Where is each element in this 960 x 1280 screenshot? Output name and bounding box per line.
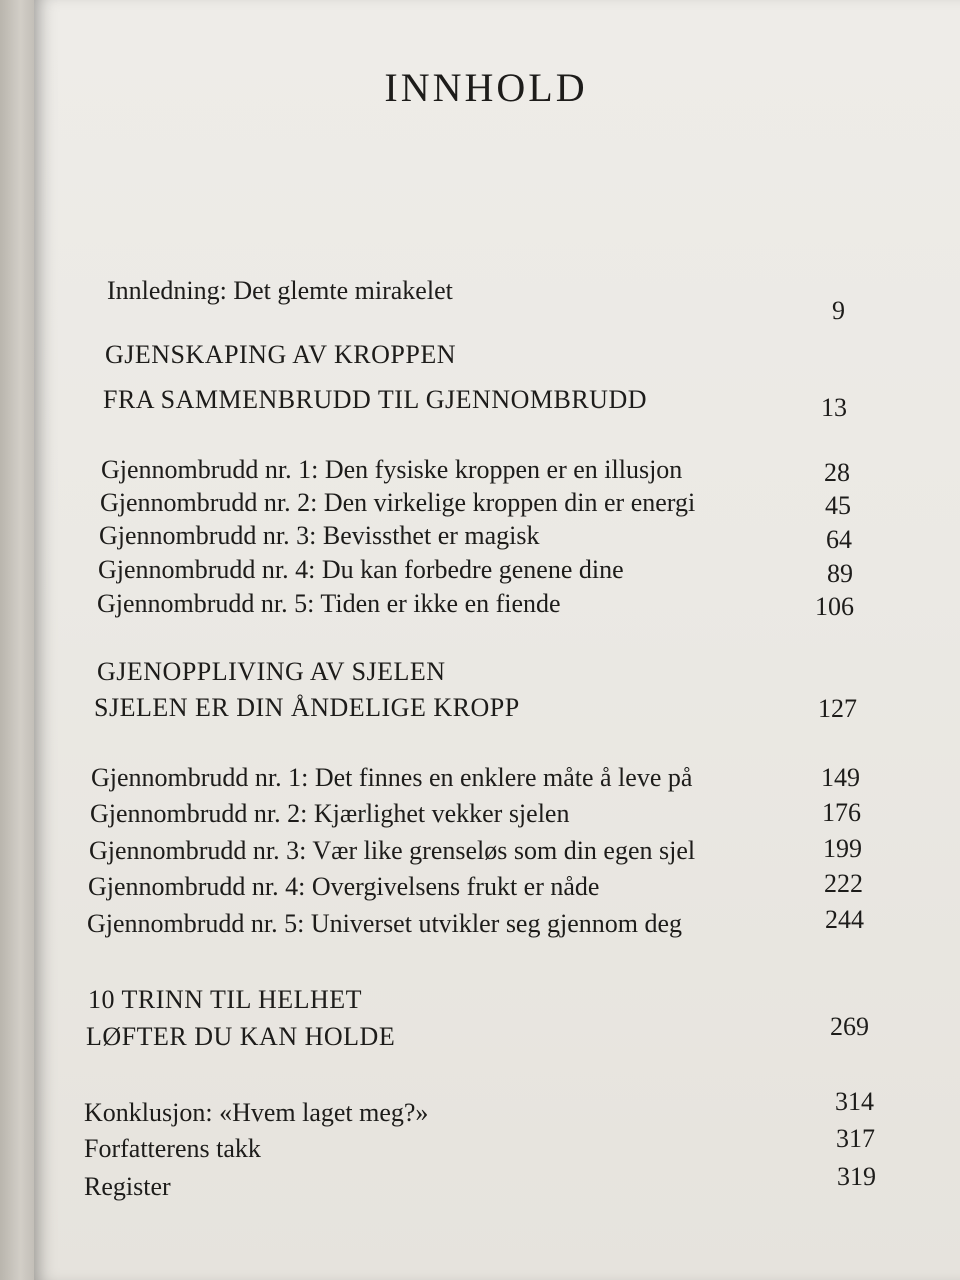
toc-entry: Gjennombrudd nr. 2: Kjærlighet vekker sjelen: [90, 799, 570, 828]
toc-entry: Gjennombrudd nr. 5: Universet utvikler seg gjennom deg: [87, 909, 683, 938]
toc-entry-intro: Innledning: Det glemte mirakelet: [107, 276, 453, 305]
toc-entry-register: Register: [84, 1172, 171, 1201]
toc-page-part2: 127: [818, 694, 857, 723]
section-subheading-part1: FRA SAMMENBRUDD TIL GJENNOMBRUDD: [103, 385, 648, 414]
book-spine-edge: [0, 0, 34, 1280]
toc-page: 149: [821, 763, 860, 792]
toc-entry: Gjennombrudd nr. 4: Overgivelsens frukt er nåde: [88, 872, 600, 901]
toc-page-part1: 13: [821, 393, 847, 422]
toc-page: 199: [823, 834, 862, 863]
toc-entry: Gjennombrudd nr. 3: Bevissthet er magisk: [99, 521, 540, 550]
toc-entry: Gjennombrudd nr. 4: Du kan forbedre genene dine: [98, 555, 624, 584]
toc-page: 222: [824, 869, 863, 898]
toc-page: 244: [825, 905, 864, 934]
toc-page: 314: [835, 1087, 874, 1116]
toc-entry-conclusion: Konklusjon: «Hvem laget meg?»: [84, 1098, 429, 1127]
toc-entry: Gjennombrudd nr. 5: Tiden er ikke en fiende: [97, 589, 561, 618]
toc-entry: Gjennombrudd nr. 3: Vær like grenseløs som din egen sjel: [89, 836, 696, 865]
toc-page: 106: [815, 592, 854, 621]
toc-page: 176: [822, 798, 861, 827]
section-heading-part3: 10 TRINN TIL HELHET: [88, 985, 363, 1014]
section-heading-part2: GJENOPPLIVING AV SJELEN: [97, 657, 446, 686]
toc-page: 64: [826, 525, 852, 554]
toc-page: 319: [837, 1162, 876, 1191]
toc-entry: Gjennombrudd nr. 2: Den virkelige kroppen din er energi: [100, 488, 696, 517]
toc-page: 317: [836, 1124, 875, 1153]
toc-page: 89: [827, 559, 853, 588]
toc-page-part3: 269: [830, 1012, 869, 1041]
toc-page-intro: 9: [832, 296, 845, 325]
toc-entry: Gjennombrudd nr. 1: Den fysiske kroppen er en illusjon: [101, 455, 683, 484]
section-subheading-part2: SJELEN ER DIN ÅNDELIGE KROPP: [94, 693, 520, 722]
toc-page: 28: [824, 458, 850, 487]
section-heading-part1: GJENSKAPING AV KROPPEN: [105, 340, 457, 369]
toc-entry: Gjennombrudd nr. 1: Det finnes en enklere måte å leve på: [91, 763, 693, 792]
toc-entry-acknowledgements: Forfatterens takk: [84, 1134, 261, 1163]
toc-page: 45: [825, 491, 851, 520]
section-subheading-part3: LØFTER DU KAN HOLDE: [86, 1022, 396, 1051]
page-title: INNHOLD: [384, 65, 588, 110]
